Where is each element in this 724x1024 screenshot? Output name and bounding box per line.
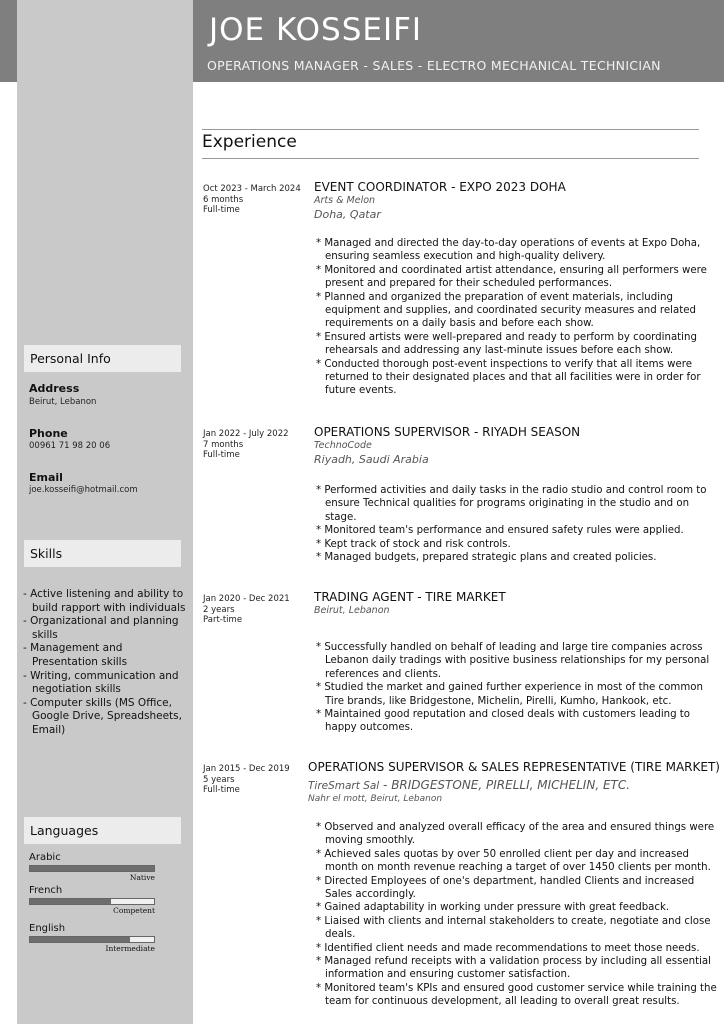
- responsibility-item: * Successfully handled on behalf of leading and large tire companies across Lebanon daily tradings with positive business relationships for my personal references and clients.: [316, 642, 710, 680]
- language-level: Intermediate: [105, 944, 155, 953]
- job-dates: Jan 2015 - Dec 2019: [203, 764, 290, 774]
- job-location: Nahr el mott, Beirut, Lebanon: [308, 794, 443, 804]
- responsibility-item: * Gained adaptability in working under pressure with great feedback.: [316, 902, 670, 914]
- job-type: Part-time: [203, 615, 243, 625]
- job-dates-block: [203, 764, 290, 796]
- candidate-name: JOE KOSSEIFI: [209, 12, 423, 48]
- job-type: Full-time: [203, 785, 240, 795]
- responsibility-item: * Conducted thorough post-event inspections to verify that all items were returned to their designated places and that all facilities were in order for future events.: [316, 358, 701, 397]
- job-company-extra: - BRIDGESTONE, PIRELLI, MICHELIN, ETC.: [379, 778, 631, 792]
- language-item: [29, 885, 155, 915]
- job-dates: Jan 2020 - Dec 2021: [203, 594, 290, 604]
- job-duration: 2 years: [203, 604, 235, 615]
- phone-label: Phone: [29, 427, 68, 440]
- job-responsibilities: [316, 484, 721, 564]
- job-dates-block: [203, 594, 290, 626]
- job-type: Full-time: [203, 205, 240, 215]
- language-name: French: [29, 885, 63, 896]
- candidate-subtitle: OPERATIONS MANAGER - SALES - ELECTRO MECHANICAL TECHNICIAN: [207, 58, 661, 73]
- job-dates: Jan 2022 - July 2022: [203, 429, 289, 439]
- responsibility-item: * Maintained good reputation and closed deals with customers leading to happy outcomes.: [316, 709, 691, 734]
- language-level-bar: [29, 865, 155, 872]
- responsibility-item: * Monitored team's KPIs and ensured good customer service while training the team for continuous development, all leading to overall great results.: [316, 982, 717, 1008]
- job-company: TireSmart Sal: [308, 780, 380, 792]
- skill-item: - Writing, communication and negotiation skills: [23, 669, 179, 696]
- languages-heading: Languages: [24, 817, 181, 844]
- phone-value: 00961 71 98 20 06: [29, 441, 111, 451]
- job-location: Riyadh, Saudi Arabia: [314, 453, 429, 466]
- language-level-fill: [30, 899, 111, 904]
- skills-heading: Skills: [24, 540, 181, 567]
- email-label: Email: [29, 471, 63, 484]
- language-level-fill: [30, 937, 130, 942]
- job-responsibilities: [316, 641, 721, 735]
- skill-item: - Active listening and ability to build rapport with individuals: [23, 588, 186, 614]
- language-level: Native: [129, 873, 155, 882]
- language-name: English: [29, 923, 66, 934]
- job-company: TechnoCode: [314, 440, 372, 451]
- job-type: Full-time: [203, 450, 240, 460]
- responsibility-item: * Observed and analyzed overall efficacy of the area and ensured things were moving smoothly.: [316, 822, 715, 847]
- skill-item: - Organizational and planning skills: [23, 615, 179, 641]
- responsibility-item: * Identified client needs and made recommendations to meet those needs.: [316, 942, 700, 954]
- responsibility-item: * Ensured artists were well-prepared and ready to perform by coordinating rehearsals and addressing any last-minute issues before each show.: [316, 331, 697, 357]
- email-value: joe.kosseifi@hotmail.com: [29, 485, 138, 495]
- experience-heading: Experience: [202, 132, 297, 152]
- address-label: Address: [29, 382, 80, 395]
- skill-item: - Computer skills (MS Office, Google Drive, Spreadsheets, Email): [23, 696, 182, 736]
- address-value: Beirut, Lebanon: [29, 397, 97, 407]
- responsibility-item: * Performed activities and daily tasks in the radio studio and control room to ensure Technical qualities for programs originating in the studio and on stage.: [316, 485, 707, 523]
- job-dates: Oct 2023 - March 2024: [203, 184, 301, 194]
- responsibility-item: * Planned and organized the preparation of event materials, including equipment and supplies, and coordinated security measures and related requirements on a daily basis and before each show.: [316, 291, 696, 330]
- language-name: Arabic: [29, 852, 61, 863]
- job-responsibilities: [316, 821, 721, 1009]
- job-title: TRADING AGENT - TIRE MARKET: [314, 590, 506, 604]
- job-title: OPERATIONS SUPERVISOR & SALES REPRESENTATIVE (TIRE MARKET): [308, 760, 720, 774]
- job-duration: 7 months: [203, 439, 244, 450]
- job-title: OPERATIONS SUPERVISOR - RIYADH SEASON: [314, 425, 581, 439]
- responsibility-item: * Studied the market and gained further experience in most of the common Tire brands, like Bridgestone, Michelin, Pirelli, Kumho, Hankook, etc.: [316, 682, 703, 707]
- skills-list: [23, 588, 188, 738]
- responsibility-item: * Monitored team's performance and ensured safety rules were applied.: [316, 525, 684, 537]
- responsibility-item: * Managed refund receipts with a validation process by including all essential information and ensuring customer satisfaction.: [316, 956, 712, 981]
- responsibility-item: * Achieved sales quotas by over 50 enrolled client per day and increased month on month revenue reaching a target of over 1450 clients per month.: [316, 848, 711, 874]
- job-duration: 6 months: [203, 194, 244, 205]
- language-level-bar: [29, 898, 155, 905]
- job-title: EVENT COORDINATOR - EXPO 2023 DOHA: [314, 180, 566, 194]
- language-level-fill: [30, 866, 154, 871]
- language-item: [29, 923, 155, 953]
- responsibility-item: * Liaised with clients and internal stakeholders to create, negotiate and close deals.: [316, 915, 711, 941]
- job-duration: 5 years: [203, 774, 235, 785]
- responsibility-item: * Directed Employees of one's department, handled Clients and increased Sales accordingly.: [316, 875, 695, 901]
- language-level-bar: [29, 936, 155, 943]
- job-company: Beirut, Lebanon: [314, 605, 390, 616]
- job-dates-block: [203, 184, 301, 216]
- skill-item: - Management and Presentation skills: [23, 642, 128, 668]
- job-location: Doha, Qatar: [314, 208, 381, 221]
- divider: [202, 158, 699, 159]
- responsibility-item: * Managed and directed the day-to-day operations of events at Expo Doha, ensuring seamless execution and high-quality delivery.: [316, 238, 701, 263]
- language-item: [29, 852, 155, 882]
- job-company-line: [308, 778, 630, 792]
- divider: [202, 129, 699, 130]
- responsibility-item: * Monitored and coordinated artist attendance, ensuring all performers were present and prepared for their scheduled performances.: [316, 264, 707, 290]
- language-level: Competent: [113, 906, 155, 915]
- responsibility-item: * Kept track of stock and risk controls.: [316, 538, 511, 550]
- job-company: Arts & Melon: [314, 195, 376, 206]
- personal-info-heading: Personal Info: [24, 345, 181, 372]
- job-dates-block: [203, 429, 289, 461]
- responsibility-item: * Managed budgets, prepared strategic plans and created policies.: [316, 552, 657, 564]
- job-responsibilities: [316, 237, 721, 398]
